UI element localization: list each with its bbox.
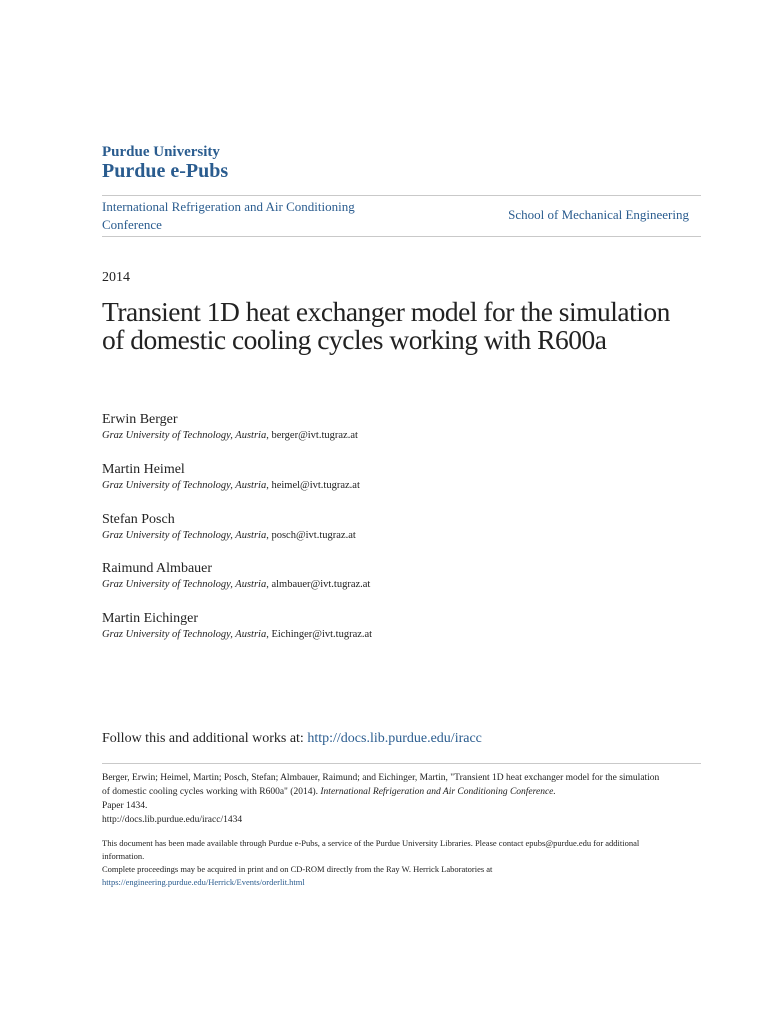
author-email: , heimel@ivt.tugraz.at bbox=[266, 480, 360, 491]
publication-year: 2014 bbox=[102, 270, 130, 285]
citation-venue: International Refrigeration and Air Conditioning Conference. bbox=[320, 787, 556, 797]
divider-citation bbox=[102, 763, 701, 764]
conference-link[interactable]: International Refrigeration and Air Conditioning Conference bbox=[102, 199, 355, 232]
author-name: Martin Heimel bbox=[102, 462, 185, 477]
divider-top bbox=[102, 195, 701, 196]
notice-proceedings: Complete proceedings may be acquired in print and on CD-ROM directly from the Ray W. Herrick Laboratories at bbox=[102, 864, 493, 874]
author-block bbox=[102, 411, 358, 443]
affiliation-text: Graz University of Technology, Austria bbox=[102, 579, 267, 590]
author-block bbox=[102, 560, 370, 592]
author-affiliation bbox=[102, 429, 358, 443]
author-name: Erwin Berger bbox=[102, 412, 178, 427]
citation-text: Berger, Erwin; Heimel, Martin; Posch, Stefan; Almbauer, Raimund; and Eichinger, Martin, "Transient 1D heat exchanger model for the simulation of domestic cooling cycles working with R600a" (2014). bbox=[102, 773, 660, 797]
paper-title: Transient 1D heat exchanger model for the simulation of domestic cooling cycles working with R600a bbox=[102, 296, 670, 355]
author-affiliation bbox=[102, 529, 356, 543]
divider-collection bbox=[102, 236, 701, 237]
citation-url[interactable]: http://docs.lib.purdue.edu/iracc/1434 bbox=[102, 815, 243, 825]
author-block bbox=[102, 511, 356, 543]
author-name: Raimund Almbauer bbox=[102, 561, 213, 576]
citation-paper-number: Paper 1434. bbox=[102, 801, 148, 811]
author-affiliation bbox=[102, 578, 370, 592]
author-email: , posch@ivt.tugraz.at bbox=[266, 530, 356, 541]
availability-notice bbox=[102, 837, 662, 889]
author-affiliation bbox=[102, 479, 360, 493]
affiliation-text: Graz University of Technology, Austria bbox=[102, 530, 267, 541]
notice-availability: This document has been made available through Purdue e-Pubs, a service of the Purdue University Libraries. Please contact epubs@purdue.edu for additional information. bbox=[102, 838, 640, 861]
author-affiliation bbox=[102, 628, 372, 642]
citation-block bbox=[102, 771, 662, 827]
affiliation-text: Graz University of Technology, Austria bbox=[102, 629, 267, 640]
author-email: , berger@ivt.tugraz.at bbox=[266, 430, 358, 441]
repository-name[interactable]: Purdue e-Pubs bbox=[102, 160, 229, 182]
author-name: Martin Eichinger bbox=[102, 611, 199, 626]
order-link[interactable]: https://engineering.purdue.edu/Herrick/Events/orderlit.html bbox=[102, 877, 305, 887]
author-block bbox=[102, 610, 372, 642]
author-block bbox=[102, 461, 360, 493]
author-email: , almbauer@ivt.tugraz.at bbox=[266, 579, 371, 590]
affiliation-text: Graz University of Technology, Austria bbox=[102, 430, 267, 441]
author-email: , Eichinger@ivt.tugraz.at bbox=[266, 629, 373, 640]
follow-line bbox=[102, 731, 482, 747]
collection-url-link[interactable]: http://docs.lib.purdue.edu/iracc bbox=[307, 731, 482, 746]
affiliation-text: Graz University of Technology, Austria bbox=[102, 480, 267, 491]
author-name: Stefan Posch bbox=[102, 512, 175, 527]
university-name[interactable]: Purdue University bbox=[102, 144, 220, 160]
follow-label: Follow this and additional works at: bbox=[102, 731, 308, 746]
school-link[interactable]: School of Mechanical Engineering bbox=[508, 207, 689, 222]
